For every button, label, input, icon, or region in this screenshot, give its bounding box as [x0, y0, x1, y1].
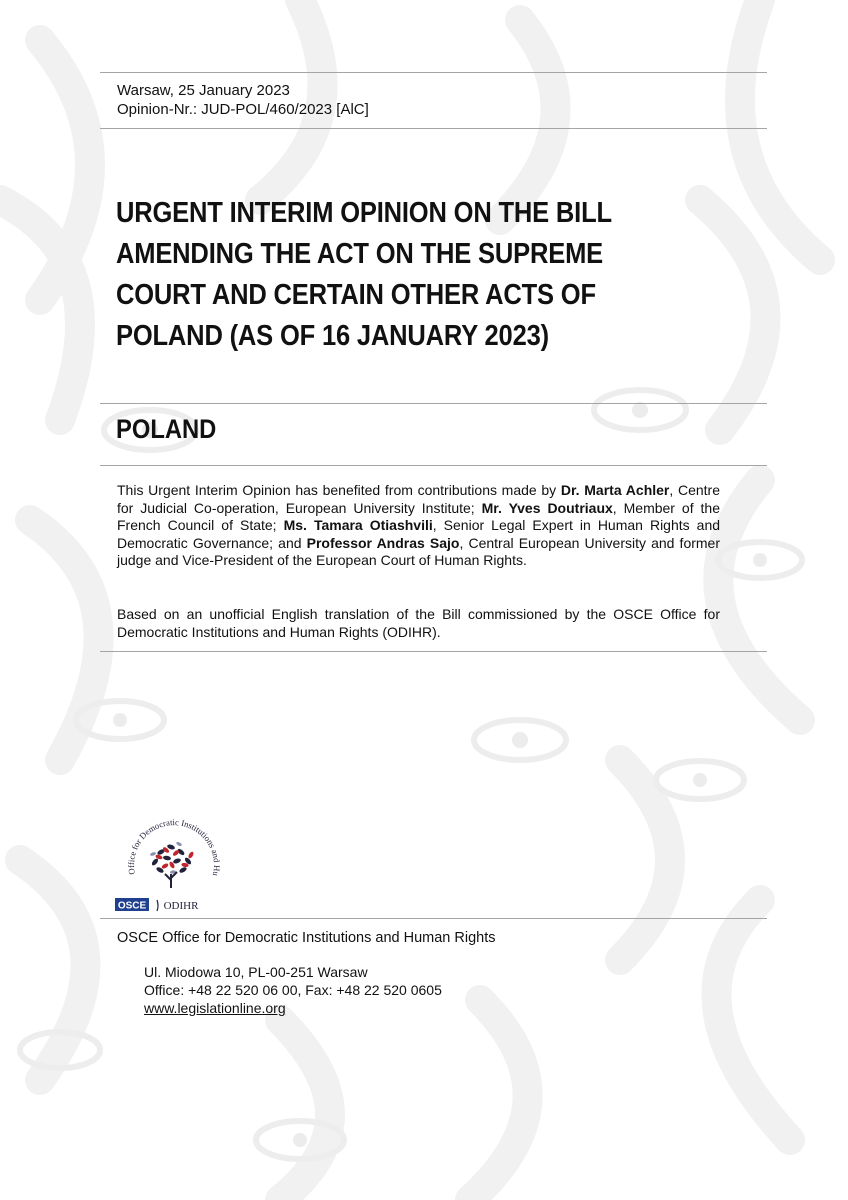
translation-note: Based on an unofficial English translation of the Bill commissioned by the OSCE Office for Democratic Institutions and Human Rights (ODIHR).	[117, 606, 720, 640]
footer-organization: OSCE Office for Democratic Institutions and Human Rights	[117, 930, 496, 946]
osce-label: OSCE	[117, 900, 147, 912]
rule-above-country	[100, 403, 767, 404]
title-line: AMENDING THE ACT ON THE SUPREME	[116, 238, 604, 270]
odihr-logo	[113, 814, 233, 914]
rule-below-country	[100, 465, 767, 466]
contributor-desc: , Central European University and former judge and Vice-President of the European Court of Human Rights.	[117, 534, 721, 568]
document-title	[116, 193, 732, 357]
rule-above-footer	[100, 918, 767, 919]
opinion-number: Opinion-Nr.: JUD-POL/460/2023 [AlC]	[117, 101, 369, 118]
footer-address: Ul. Miodowa 10, PL-00-251 Warsaw	[144, 964, 368, 980]
place-date: Warsaw, 25 January 2023	[117, 82, 290, 99]
website-link[interactable]: www.legislationline.org	[144, 1000, 286, 1016]
contributor-name: Ms. Tamara Otiashvili	[283, 517, 433, 533]
title-line: COURT AND CERTAIN OTHER ACTS OF	[116, 279, 596, 311]
contributor-name: Dr. Marta Achler	[560, 482, 670, 498]
title-line: URGENT INTERIM OPINION ON THE BILL	[116, 197, 612, 229]
rule-below-header	[100, 128, 767, 129]
contributor-desc: , Centre for Judicial Co-operation, European University Institute;	[117, 482, 720, 516]
contributions-paragraph	[117, 482, 720, 570]
odihr-label: ODIHR	[163, 900, 199, 912]
contributor-desc: , Member of the French Council of State;	[117, 499, 721, 533]
contributor-name: Mr. Yves Doutriaux	[481, 499, 613, 516]
odihr-tree-emblem	[113, 814, 233, 914]
contributor-desc: , Senior Legal Expert in Human Rights and Democratic Governance; and	[117, 517, 721, 551]
contrib-intro: This Urgent Interim Opinion has benefited from contributions made by	[117, 482, 561, 498]
rule-below-note	[100, 651, 767, 652]
title-line: POLAND (AS OF 16 JANUARY 2023)	[116, 320, 549, 352]
footer-website-wrap	[144, 999, 286, 1017]
rule-top	[100, 72, 767, 73]
logo-ring-text: Office for Democratic Institutions and Hu	[125, 817, 223, 877]
footer-contact: Office: +48 22 520 06 00, Fax: +48 22 520 0605	[144, 982, 442, 998]
country-heading: POLAND	[116, 414, 217, 444]
contributor-name: Professor Andras Sajo	[306, 534, 460, 551]
